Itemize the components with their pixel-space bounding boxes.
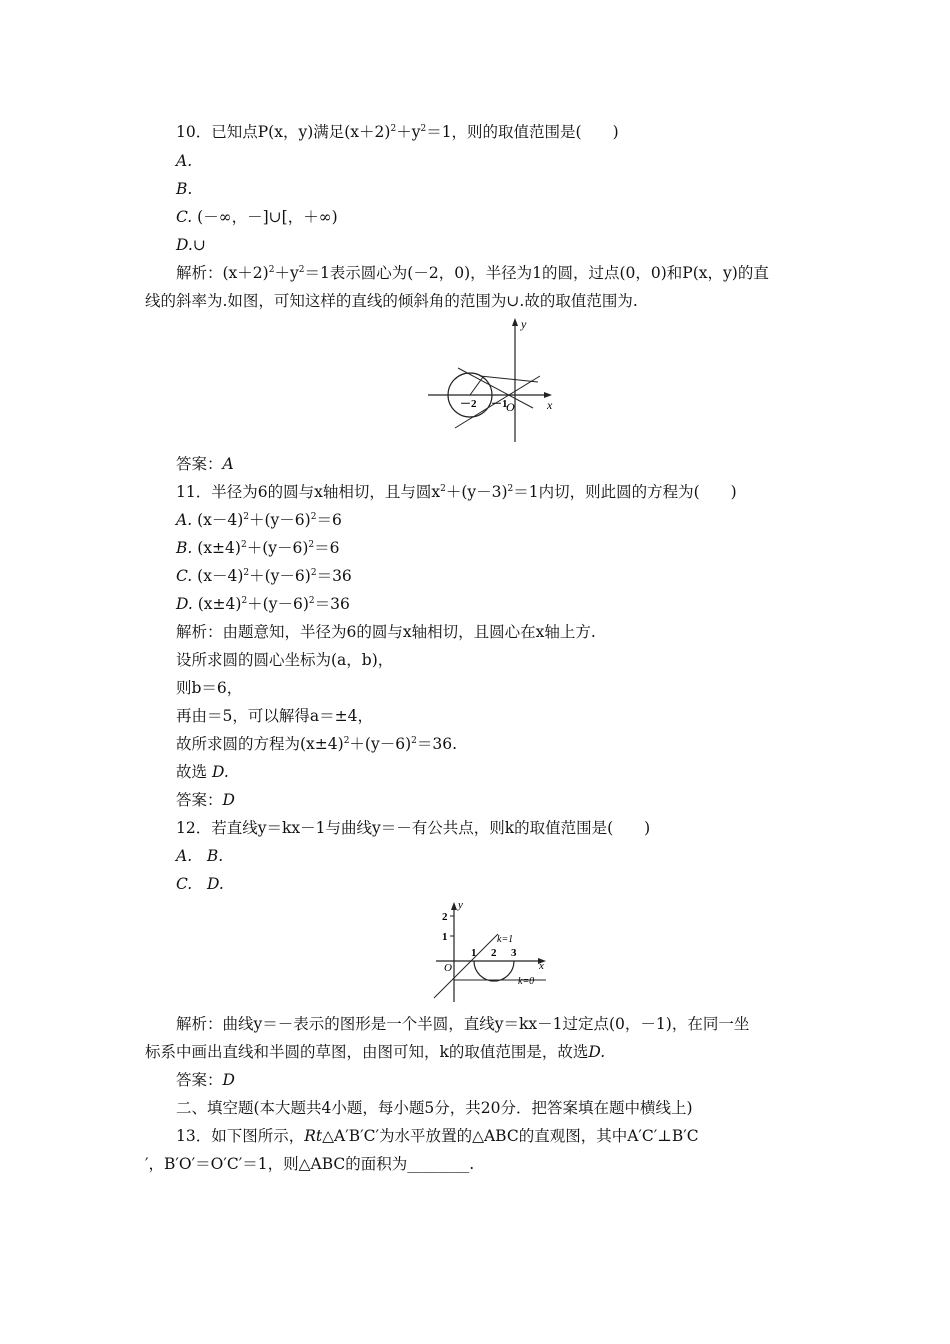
q11-answer: 答案：D (176, 791, 235, 809)
fig1-x-label: x (547, 398, 553, 412)
fig2-origin-label: O (444, 962, 452, 974)
q11-option-c: C. $(x-4)^2+(y-6)^2=36$ (176, 567, 352, 585)
q12-solution-line2: 标系中画出直线和半圆的草图，由图可知，k的取值范围是，故选D. (145, 1043, 606, 1061)
q10-answer: 答案：A (176, 455, 234, 473)
q12-options-cd: C. D. (176, 875, 224, 893)
q13-stem-line1: 13．如下图所示，Rt△A′B′C′为水平放置的△ABC的直观图，其中A′C′⊥B′C (176, 1127, 699, 1145)
fig2-y-label: y (458, 899, 463, 911)
q13-stem-line2: ′，B′O′＝O′C′＝1，则△ABC的面积为________. (145, 1155, 475, 1173)
q11-solution-line6: 故选 D. (176, 763, 229, 781)
q12-options-ab: A. B. (176, 847, 224, 865)
q11-option-b: B. $(x\pm 4)^2+(y-6)^2=6$ (176, 539, 340, 557)
fig1-y-label: y (521, 317, 527, 331)
q10-figure (420, 316, 560, 446)
fig2-tick-x2: 2 (491, 947, 497, 959)
q10-option-d: D.∪ (176, 236, 206, 254)
fig2-label-k0: k=0 (518, 976, 535, 987)
fig2-tick-x3: 3 (511, 947, 517, 959)
fig2-tick-y2: 2 (442, 911, 448, 923)
q10-solution-line1: 解析：$(x+2)^2+y^2=1$表示圆心为(－2，0)，半径为1的圆，过点(0，0)和P(x，y)的直 (176, 264, 769, 282)
q10-option-c: C. (－∞，－]∪[，＋∞) (176, 208, 338, 226)
q11-stem: 11．半径为6的圆与x轴相切，且与圆$x^2+(y-3)^2=1$内切，则此圆的方程为( ) (176, 483, 737, 501)
fig2-tick-y1: 1 (442, 931, 448, 943)
fig2-label-k1: k=1 (497, 934, 514, 945)
fig2-tick-x1: 1 (471, 947, 477, 959)
q10-solution-line2: 线的斜率为.如图，可知这样的直线的倾斜角的范围为∪.故的取值范围为. (145, 292, 638, 310)
fig1-tick-minus1: －1 (491, 398, 508, 410)
q10-stem: 10．已知点P(x，y)满足$(x+2)^2+y^2=1$，则的取值范围是( ) (176, 123, 619, 141)
q12-stem: 12．若直线y＝kx－1与曲线y＝－有公共点，则k的取值范围是( ) (176, 819, 651, 837)
q11-solution-line5: 故所求圆的方程为$(x\pm 4)^2+(y-6)^2=36$. (176, 735, 458, 753)
section-heading: 二、填空题(本大题共4小题，每小题5分，共20分．把答案填在题中横线上) (176, 1099, 693, 1117)
fig2-x-label: x (539, 960, 544, 972)
q12-solution-line1: 解析：曲线y＝－表示的图形是一个半圆，直线y＝kx－1过定点(0，－1)，在同一坐 (176, 1015, 750, 1033)
q10-option-a: A. (176, 152, 193, 170)
q12-figure (426, 898, 556, 1004)
q11-option-d: D. $(x\pm 4)^2+(y-6)^2=36$ (176, 595, 350, 613)
q10-option-b: B. (176, 180, 193, 198)
q11-option-a: A. $(x-4)^2+(y-6)^2=6$ (176, 511, 342, 529)
q12-answer: 答案：D (176, 1071, 235, 1089)
fig1-tick-minus2: －2 (460, 398, 477, 410)
q11-solution-line1: 解析：由题意知，半径为6的圆与x轴相切，且圆心在x轴上方. (176, 623, 596, 641)
q11-solution-line3: 则b＝6， (176, 679, 243, 697)
q11-solution-line4: 再由＝5，可以解得a＝±4， (176, 707, 373, 725)
q11-solution-line2: 设所求圆的圆心坐标为(a，b)， (176, 651, 394, 669)
fig1-origin-label: O (506, 400, 515, 414)
